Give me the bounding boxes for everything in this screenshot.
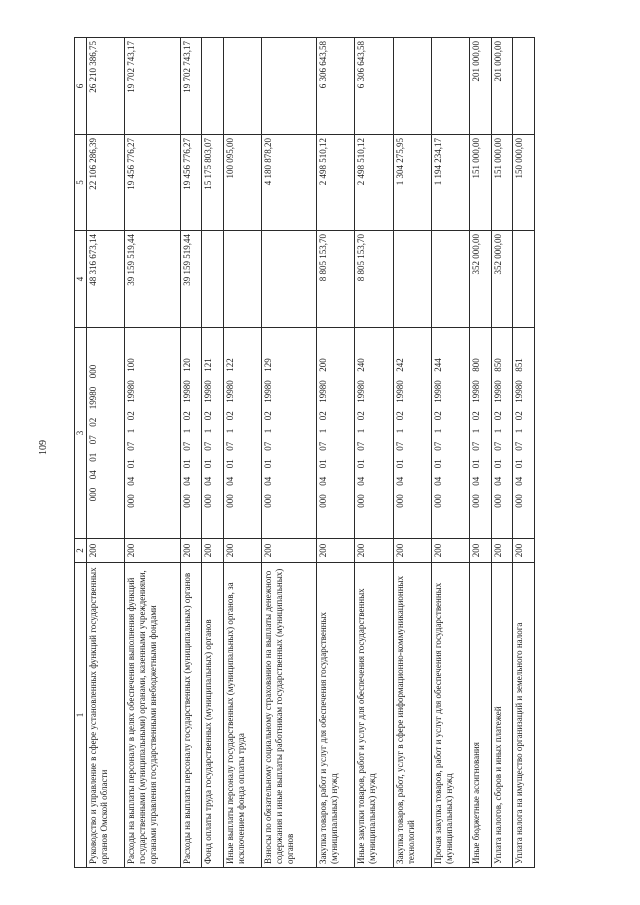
- table-row: [393, 38, 431, 868]
- row-code-cell: 000 04 01 07 1 02 19980 129: [261, 328, 316, 539]
- page-number: 109: [38, 440, 49, 455]
- row-amount-col4: [223, 231, 261, 328]
- row-code-cell: 000 04 01 07 1 02 19980 242: [393, 328, 431, 539]
- row-name-cell: Взносы по обязательному социальному страхованию на выплаты денежного содержания и иные выплаты работникам государственных (муниципальных) органов: [261, 563, 316, 868]
- row-grbs-cell: 200: [180, 539, 201, 563]
- row-amount-col6: [432, 38, 470, 135]
- row-grbs-cell: 200: [87, 539, 125, 563]
- row-name-cell: Иные бюджетные ассигнования: [470, 563, 491, 868]
- row-grbs-cell: 200: [317, 539, 355, 563]
- row-amount-col4: [513, 231, 535, 328]
- row-amount-col6: 26 210 386,75: [87, 38, 125, 135]
- table-row: [513, 38, 535, 868]
- row-amount-col5: 1 304 275,95: [393, 135, 431, 231]
- row-code-cell: 000 04 01 07 1 02 19980 100: [125, 328, 180, 539]
- row-name-cell: Закупка товаров, работ и услуг для обеспечения государственных (муниципальных) нужд: [317, 563, 355, 868]
- row-name-cell: Руководство и управление в сфере установленных функций государственных органов Омской области: [87, 563, 125, 868]
- table-row: [470, 38, 491, 868]
- row-grbs-cell: 200: [432, 539, 470, 563]
- header-col-4: 4: [75, 231, 87, 328]
- row-amount-col4: [261, 231, 316, 328]
- row-code-cell: 000 04 01 07 1 02 19980 121: [202, 328, 223, 539]
- row-name-cell: Уплата налогов, сборов и иных платежей: [491, 563, 512, 868]
- row-name-cell: Расходы на выплаты персоналу в целях обеспечения выполнения функций государственными (муниципальными) органами, казенными учреждениями, органами управления государственными внебюджетными фондами: [125, 563, 180, 868]
- row-amount-col4: 352 000,00: [470, 231, 491, 328]
- table-row: [317, 38, 355, 868]
- row-code-cell: 000 04 01 07 1 02 19980 200: [317, 328, 355, 539]
- row-amount-col4: [393, 231, 431, 328]
- row-name-cell: Закупка товаров, работ, услуг в сфере информационно-коммуникационных технологий: [393, 563, 431, 868]
- row-code-cell: 000 04 01 07 02 19980 000: [87, 328, 125, 539]
- row-amount-col5: 2 498 510,12: [355, 135, 393, 231]
- header-col-1: 1: [75, 563, 87, 868]
- header-col-5: 5: [75, 135, 87, 231]
- row-amount-col4: 48 316 673,14: [87, 231, 125, 328]
- row-grbs-cell: 200: [513, 539, 535, 563]
- row-amount-col6: 6 306 643,58: [317, 38, 355, 135]
- row-amount-col6: 201 000,00: [470, 38, 491, 135]
- row-amount-col6: [202, 38, 223, 135]
- row-name-cell: Уплата налога на имущество организаций и земельного налога: [513, 563, 535, 868]
- row-grbs-cell: 200: [223, 539, 261, 563]
- row-grbs-cell: 200: [202, 539, 223, 563]
- row-amount-col5: 151 000,00: [491, 135, 512, 231]
- table-row: [432, 38, 470, 868]
- row-name-cell: Фонд оплаты труда государственных (муниципальных) органов: [202, 563, 223, 868]
- row-amount-col4: 39 159 519,44: [180, 231, 201, 328]
- row-amount-col5: 19 456 776,27: [125, 135, 180, 231]
- table-row: [180, 38, 201, 868]
- row-code-cell: 000 04 01 07 1 02 19980 240: [355, 328, 393, 539]
- row-amount-col5: 1 194 234,17: [432, 135, 470, 231]
- row-amount-col5: 100 095,00: [223, 135, 261, 231]
- row-amount-col5: 19 456 776,27: [180, 135, 201, 231]
- row-grbs-cell: 200: [355, 539, 393, 563]
- row-amount-col6: 6 306 643,58: [355, 38, 393, 135]
- row-name-cell: Иные выплаты персоналу государственных (муниципальных) органов, за исключением фонда оплаты труда: [223, 563, 261, 868]
- row-code-cell: 000 04 01 07 1 02 19980 851: [513, 328, 535, 539]
- row-code-cell: 000 04 01 07 1 02 19980 800: [470, 328, 491, 539]
- row-amount-col6: [261, 38, 316, 135]
- row-amount-col4: [202, 231, 223, 328]
- row-amount-col6: [223, 38, 261, 135]
- row-amount-col4: 39 159 519,44: [125, 231, 180, 328]
- row-amount-col5: 15 175 803,07: [202, 135, 223, 231]
- row-amount-col5: 4 180 878,20: [261, 135, 316, 231]
- row-name-cell: Иные закупки товаров, работ и услуг для обеспечения государственных (муниципальных) нужд: [355, 563, 393, 868]
- row-code-cell: 000 04 01 07 1 02 19980 120: [180, 328, 201, 539]
- row-amount-col5: 150 000,00: [513, 135, 535, 231]
- header-row: [75, 38, 87, 868]
- row-grbs-cell: 200: [261, 539, 316, 563]
- row-grbs-cell: 200: [491, 539, 512, 563]
- row-amount-col6: [393, 38, 431, 135]
- row-code-cell: 000 04 01 07 1 02 19980 122: [223, 328, 261, 539]
- row-amount-col4: [432, 231, 470, 328]
- row-amount-col6: 19 702 743,17: [180, 38, 201, 135]
- table-row: [491, 38, 512, 868]
- table-row: [87, 38, 125, 868]
- row-name-cell: Прочая закупка товаров, работ и услуг для обеспечения государственных (муниципальных) нужд: [432, 563, 470, 868]
- row-grbs-cell: 200: [393, 539, 431, 563]
- row-amount-col5: 2 498 510,12: [317, 135, 355, 231]
- table-row: [202, 38, 223, 868]
- row-amount-col4: 8 805 153,70: [317, 231, 355, 328]
- table-row: [125, 38, 180, 868]
- header-col-3: 3: [75, 328, 87, 539]
- row-code-cell: 000 04 01 07 1 02 19980 244: [432, 328, 470, 539]
- budget-table: [74, 37, 535, 868]
- budget-table-rotated: [74, 38, 535, 868]
- row-amount-col5: 151 000,00: [470, 135, 491, 231]
- row-amount-col6: 201 000,00: [491, 38, 512, 135]
- row-code-cell: 000 04 01 07 1 02 19980 850: [491, 328, 512, 539]
- row-amount-col4: 8 805 153,70: [355, 231, 393, 328]
- row-name-cell: Расходы на выплаты персоналу государственных (муниципальных) органов: [180, 563, 201, 868]
- row-amount-col4: 352 000,00: [491, 231, 512, 328]
- row-amount-col6: [513, 38, 535, 135]
- row-grbs-cell: 200: [470, 539, 491, 563]
- row-grbs-cell: 200: [125, 539, 180, 563]
- table-row: [261, 38, 316, 868]
- header-col-2: 2: [75, 539, 87, 563]
- row-amount-col5: 22 106 286,39: [87, 135, 125, 231]
- table-row: [223, 38, 261, 868]
- row-amount-col6: 19 702 743,17: [125, 38, 180, 135]
- table-row: [355, 38, 393, 868]
- header-col-6: 6: [75, 38, 87, 135]
